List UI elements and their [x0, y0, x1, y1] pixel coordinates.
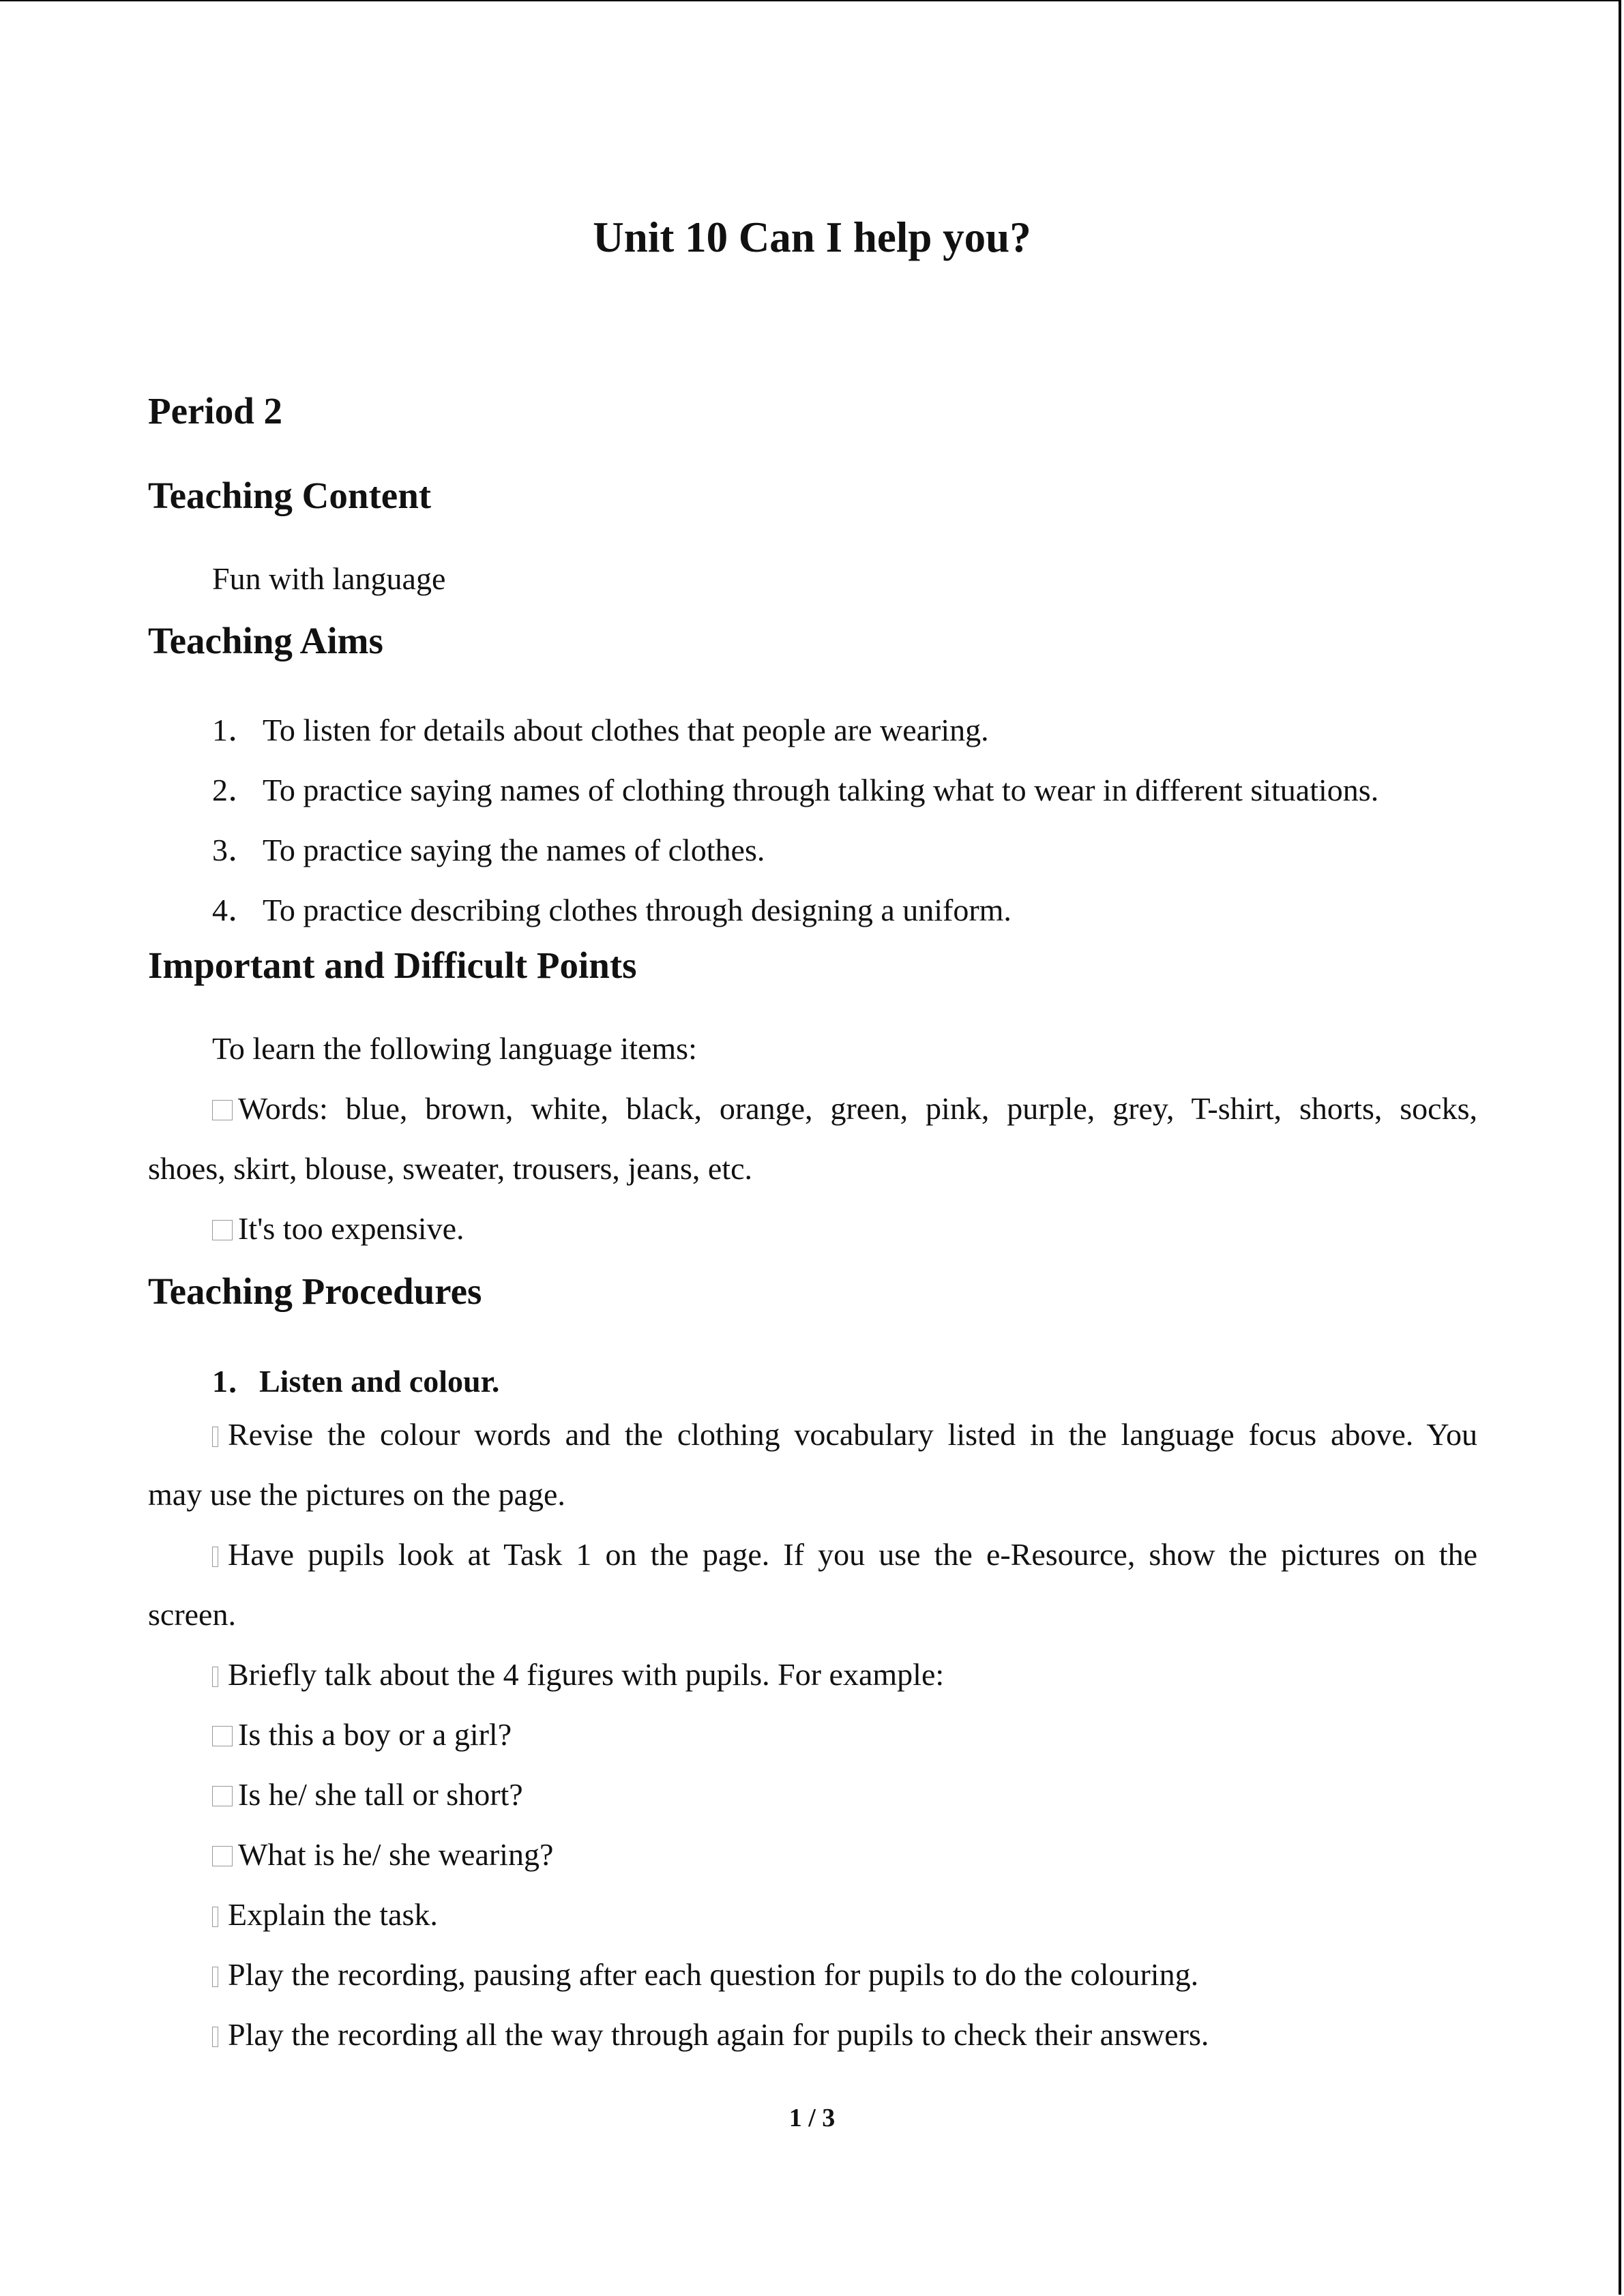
aim-item	[212, 705, 989, 750]
words-line: Words: blue, brown, white, black, orange, green, pink, purple, grey, T-shirt, shorts, socks,	[212, 1090, 1477, 1127]
aim-item	[212, 885, 1012, 930]
example-question: What is he/ she wearing?	[212, 1836, 553, 1873]
words-line-continued: shoes, skirt, blouse, sweater, trousers, jeans, etc.	[148, 1151, 752, 1186]
step-1-title: 1．Listen and colour.	[212, 1364, 500, 1399]
important-points-intro: To learn the following language items:	[212, 1031, 697, 1066]
aim-number: 3．	[212, 833, 259, 867]
bullet-box-icon	[212, 1846, 233, 1866]
procedure-line: Play the recording all the way through again for pupils to check their answers.	[212, 2016, 1209, 2053]
period-heading: Period 2	[148, 390, 283, 432]
bullet-marker-icon	[212, 2027, 218, 2047]
bullet-marker-icon	[212, 1667, 218, 1687]
bullet-marker-icon	[212, 1967, 218, 1987]
aim-text: To practice saying names of clothing through talking what to wear in different situations.	[263, 773, 1379, 807]
procedure-line: Play the recording, pausing after each question for pupils to do the colouring.	[212, 1956, 1198, 1993]
procedure-line-continued: may use the pictures on the page.	[148, 1477, 565, 1512]
aim-number: 2．	[212, 773, 259, 807]
bullet-marker-icon	[212, 1907, 218, 1927]
aim-number: 4．	[212, 893, 259, 927]
bullet-marker-icon	[212, 1427, 218, 1447]
bullet-box-icon	[212, 1220, 233, 1240]
teaching-content-text: Fun with language	[212, 561, 446, 596]
teaching-procedures-heading: Teaching Procedures	[148, 1270, 482, 1312]
page-number: 1 / 3	[788, 2104, 836, 2132]
teaching-aims-heading: Teaching Aims	[148, 620, 383, 661]
aim-text: To practice describing clothes through designing a uniform.	[263, 893, 1012, 927]
procedure-line: Revise the colour words and the clothing vocabulary listed in the language focus above. You	[212, 1416, 1477, 1452]
procedure-line: Explain the task.	[212, 1896, 438, 1933]
aim-text: To practice saying the names of clothes.	[263, 833, 765, 867]
example-question: Is this a boy or a girl?	[212, 1716, 512, 1753]
aim-item	[212, 825, 765, 870]
procedure-line: Have pupils look at Task 1 on the page. If you use the e-Resource, show the pictures on the	[212, 1536, 1477, 1572]
teaching-content-heading: Teaching Content	[148, 475, 432, 516]
procedure-line: Briefly talk about the 4 figures with pupils. For example:	[212, 1656, 944, 1693]
bullet-box-icon	[212, 1726, 233, 1746]
aim-item	[212, 765, 1378, 810]
bullet-marker-icon	[212, 1547, 218, 1567]
aim-text: To listen for details about clothes that people are wearing.	[263, 713, 989, 747]
document-title: Unit 10 Can I help you?	[593, 213, 1031, 261]
aim-number: 1．	[212, 713, 259, 747]
example-question: Is he/ she tall or short?	[212, 1776, 523, 1813]
important-points-heading: Important and Difficult Points	[148, 944, 637, 986]
bullet-box-icon	[212, 1786, 233, 1806]
bullet-box-icon	[212, 1100, 233, 1120]
procedure-line-continued: screen.	[148, 1597, 236, 1632]
sentence-line: It's too expensive.	[212, 1210, 464, 1247]
